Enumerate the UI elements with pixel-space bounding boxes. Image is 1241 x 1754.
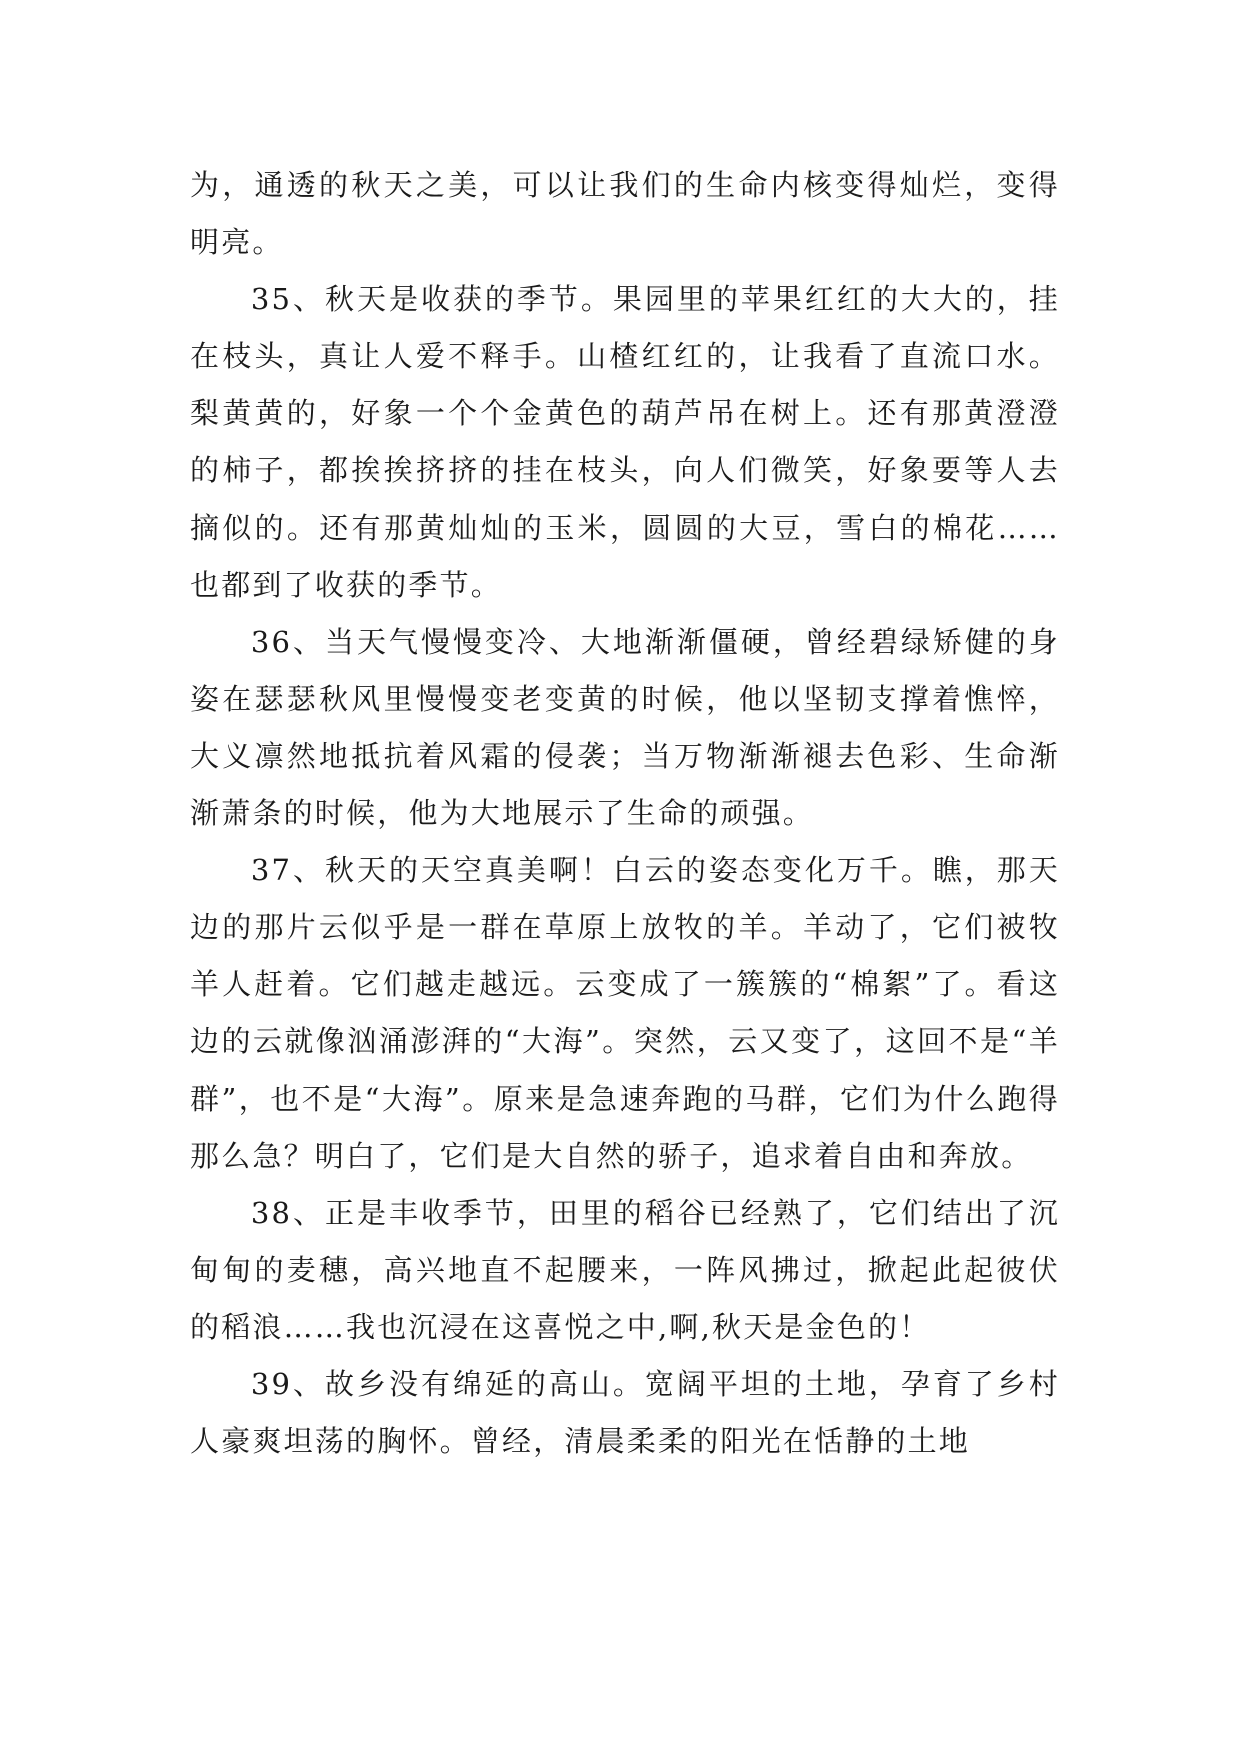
document-body (190, 157, 1060, 1470)
paragraph-38: 38、正是丰收季节，田里的稻谷已经熟了，它们结出了沉甸甸的麦穗，高兴地直不起腰来，一阵风拂过，掀起此起彼伏的稻浪……我也沉浸在这喜悦之中,啊,秋天是金色的！ (190, 1195, 1060, 1344)
paragraph-35: 35、秋天是收获的季节。果园里的苹果红红的大大的，挂在枝头，真让人爱不释手。山楂红红的，让我看了直流口水。梨黄黄的，好象一个个金黄色的葫芦吊在树上。还有那黄澄澄的柿子，都挨挨挤挤的挂在枝头，向人们微笑，好象要等人去摘似的。还有那黄灿灿的玉米，圆圆的大豆，雪白的棉花……也都到了收获的季节。 (190, 282, 1060, 602)
paragraph-36: 36、当天气慢慢变冷、大地渐渐僵硬，曾经碧绿矫健的身姿在瑟瑟秋风里慢慢变老变黄的时候，他以坚韧支撑着憔悴，大义凛然地抵抗着风霜的侵袭；当万物渐渐褪去色彩、生命渐渐萧条的时候，他为大地展示了生命的顽强。 (190, 624, 1060, 831)
paragraph-39: 39、故乡没有绵延的高山。宽阔平坦的土地，孕育了乡村人豪爽坦荡的胸怀。曾经，清晨柔柔的阳光在恬静的土地 (190, 1366, 1060, 1459)
paragraph-continued: 为，通透的秋天之美，可以让我们的生命内核变得灿烂，变得明亮。 (190, 168, 1060, 260)
paragraph-37: 37、秋天的天空真美啊！白云的姿态变化万千。瞧，那天边的那片云似乎是一群在草原上放牧的羊。羊动了，它们被牧羊人赶着。它们越走越远。云变成了一簇簇的“棉絮”了。看这边的云就像汹涌澎湃的“大海”。突然，云又变了，这回不是“羊群”，也不是“大海”。原来是急速奔跑的马群，它们为什么跑得那么急？明白了，它们是大自然的骄子，追求着自由和奔放。 (190, 853, 1060, 1173)
